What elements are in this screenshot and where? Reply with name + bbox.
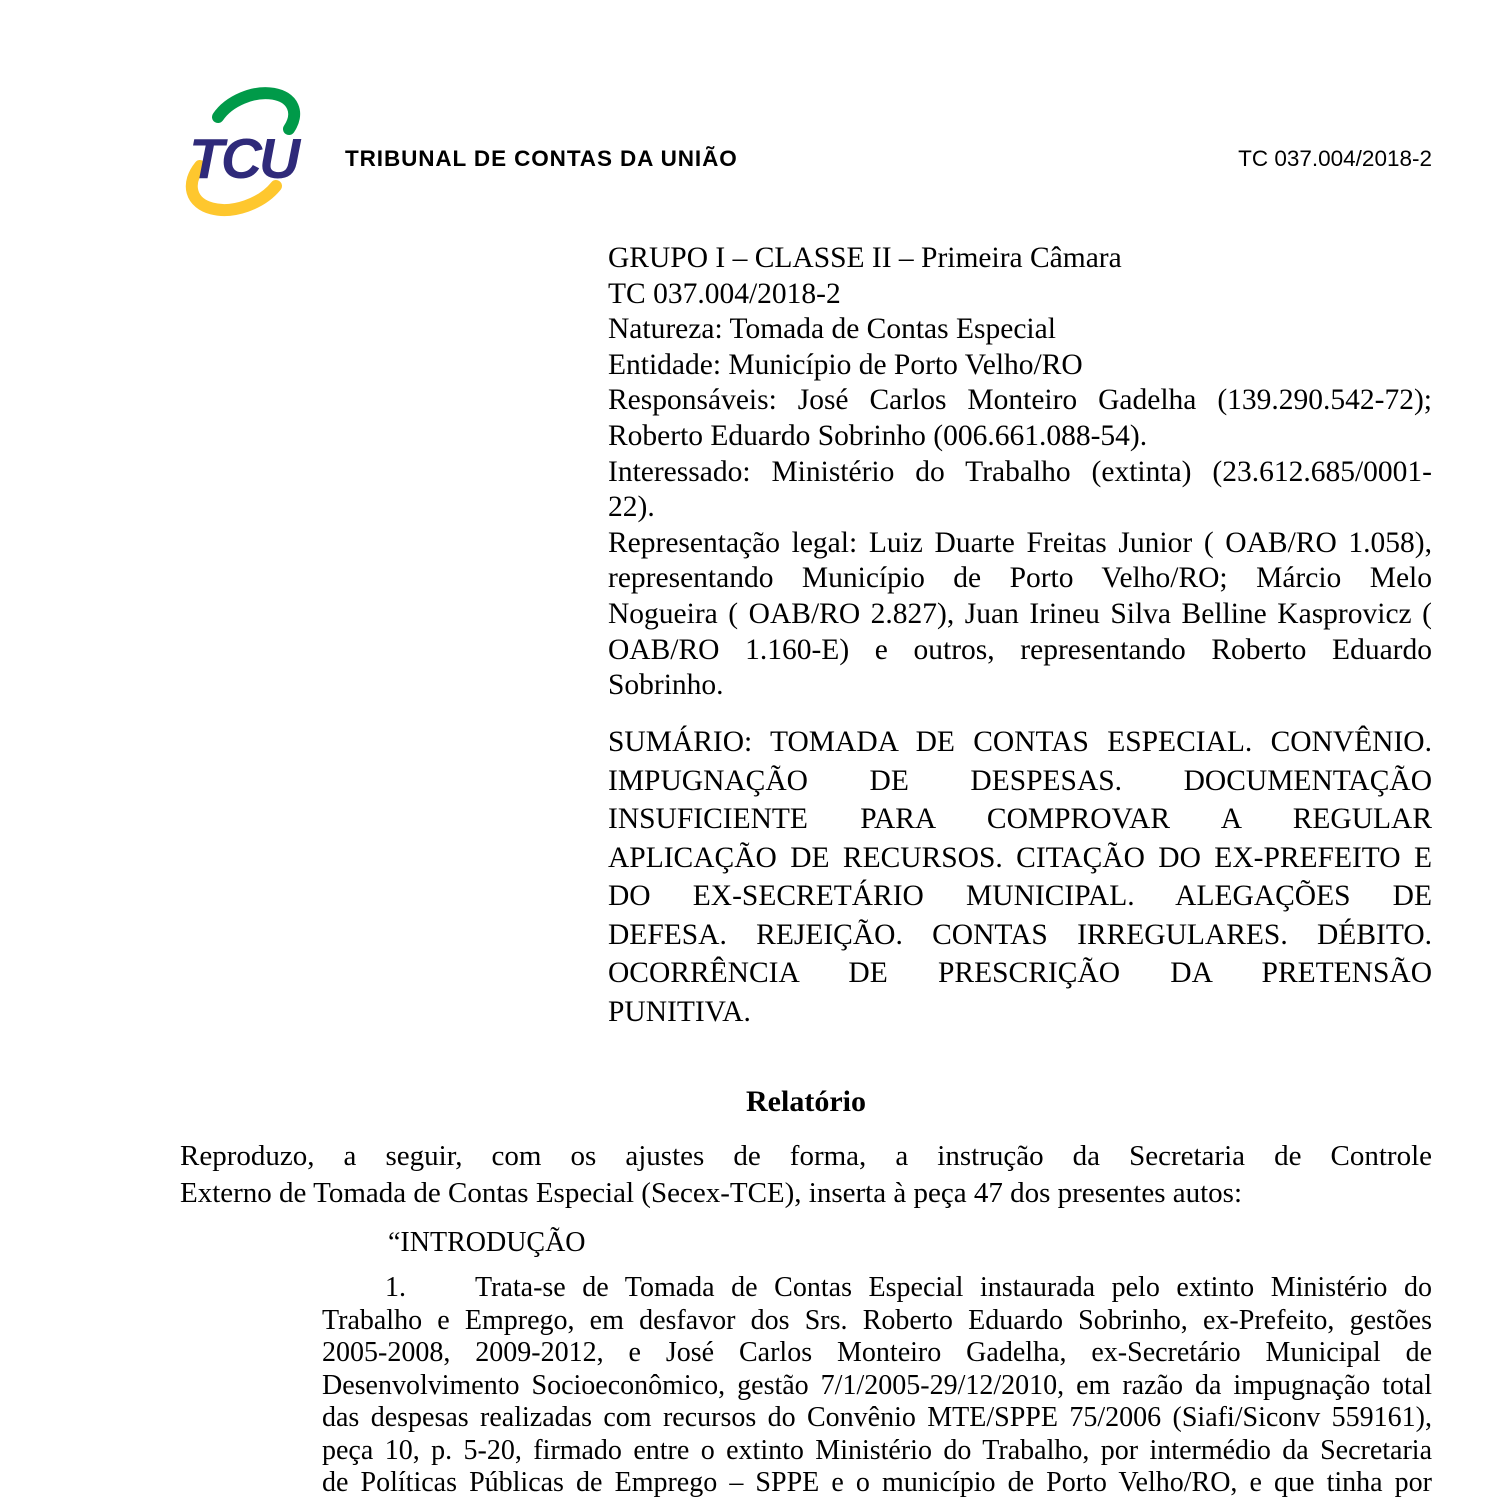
logo-green-arc [218,93,294,129]
paragraph-1-first-line [322,1272,1432,1305]
paragraph-1-continuation [322,1305,1432,1500]
case-line: Roberto Eduardo Sobrinho (006.661.088-54). [608,419,1148,452]
logo-text: TCU [189,127,298,191]
case-line: OAB/RO 1.160-E) e outros, representando Roberto Eduardo [608,633,1432,666]
tcu-logo-icon [188,101,306,203]
case-line: Natureza: Tomada de Contas Especial [608,313,1056,346]
paragraph-line: 2005-2008, 2009-2012, e José Carlos Monteiro Gadelha, ex-Secretário Municipal de [322,1337,1432,1368]
case-paragraph [608,348,1432,384]
paragraph-line: peça 10, p. 5-20, firmado entre o extinto Ministério do Trabalho, por intermédio da Secretaria [322,1434,1432,1466]
summary-block [608,723,1432,1031]
case-line: Entidade: Município de Porto Velho/RO [608,348,1083,381]
case-identification-block [608,241,1432,704]
case-line: Sobrinho. [608,669,724,702]
paragraph-first-line-text: Trata-se de Tomada de Contas Especial instaurada pelo extinto Ministério do [475,1272,1432,1303]
case-line: representando Município de Porto Velho/RO; Márcio Melo [608,562,1432,595]
summary-line: SUMÁRIO: TOMADA DE CONTAS ESPECIAL. CONVÊNIO. [608,726,1432,758]
case-paragraph [608,312,1432,348]
summary-line: DO EX-SECRETÁRIO MUNICIPAL. ALEGAÇÕES DE [608,880,1432,912]
summary-line: DEFESA. REJEIÇÃO. CONTAS IRREGULARES. DÉBITO. [608,918,1432,951]
case-paragraph [608,241,1432,277]
paragraph-line: de Políticas Públicas de Emprego – SPPE e o município de Porto Velho/RO, e que tinha por [322,1467,1432,1498]
intro-line: Reproduzo, a seguir, com os ajustes de forma, a instrução da Secretaria de Controle [180,1140,1432,1172]
case-line: TC 037.004/2018-2 [608,277,841,310]
report-intro-paragraph [180,1138,1432,1212]
case-line: GRUPO I – CLASSE II – Primeira Câmara [608,242,1122,274]
summary-line: OCORRÊNCIA DE PRESCRIÇÃO DA PRETENSÃO [608,957,1432,989]
summary-line: PUNITIVA. [608,995,751,1028]
report-heading: Relatório [746,1085,866,1118]
paragraph-number: 1. [385,1272,406,1303]
paragraph-line: Trabalho e Emprego, em desfavor dos Srs. Roberto Eduardo Sobrinho, ex-Prefeito, gestões [322,1304,1432,1336]
org-name: TRIBUNAL DE CONTAS DA UNIÃO [345,146,738,171]
tcu-logo [188,101,306,203]
paragraph-line: das despesas realizadas com recursos do Convênio MTE/SPPE 75/2006 (Siafi/Siconv 559161), [322,1402,1432,1433]
case-paragraph [608,277,1432,313]
case-line: 22). [608,491,655,524]
process-number: TC 037.004/2018-2 [1238,146,1432,171]
summary-line: APLICAÇÃO DE RECURSOS. CITAÇÃO DO EX-PREFEITO E [608,841,1432,874]
quoted-paragraph-1 [322,1272,1432,1500]
case-line: Nogueira ( OAB/RO 2.827), Juan Irineu Silva Belline Kasprovicz ( [608,597,1432,630]
case-paragraph [608,526,1432,704]
case-line: Representação legal: Luiz Duarte Freitas Junior ( OAB/RO 1.058), [608,526,1432,559]
summary-line: INSUFICIENTE PARA COMPROVAR A REGULAR [608,803,1432,835]
intro-line: Externo de Tomada de Contas Especial (Secex-TCE), inserta à peça 47 dos presentes autos: [180,1177,1243,1209]
paragraph-line: Desenvolvimento Socioeconômico, gestão 7/1/2005-29/12/2010, em razão da impugnação total [322,1369,1432,1401]
quote-intro-heading-text: “INTRODUÇÃO [388,1227,586,1258]
quote-intro-heading [322,1227,1432,1260]
case-paragraph [608,455,1432,526]
case-line: Interessado: Ministério do Trabalho (extinta) (23.612.685/0001- [608,455,1432,488]
case-line: Responsáveis: José Carlos Monteiro Gadelha (139.290.542-72); [608,384,1432,417]
summary-line: IMPUGNAÇÃO DE DESPESAS. DOCUMENTAÇÃO [608,764,1432,797]
case-paragraph [608,383,1432,454]
